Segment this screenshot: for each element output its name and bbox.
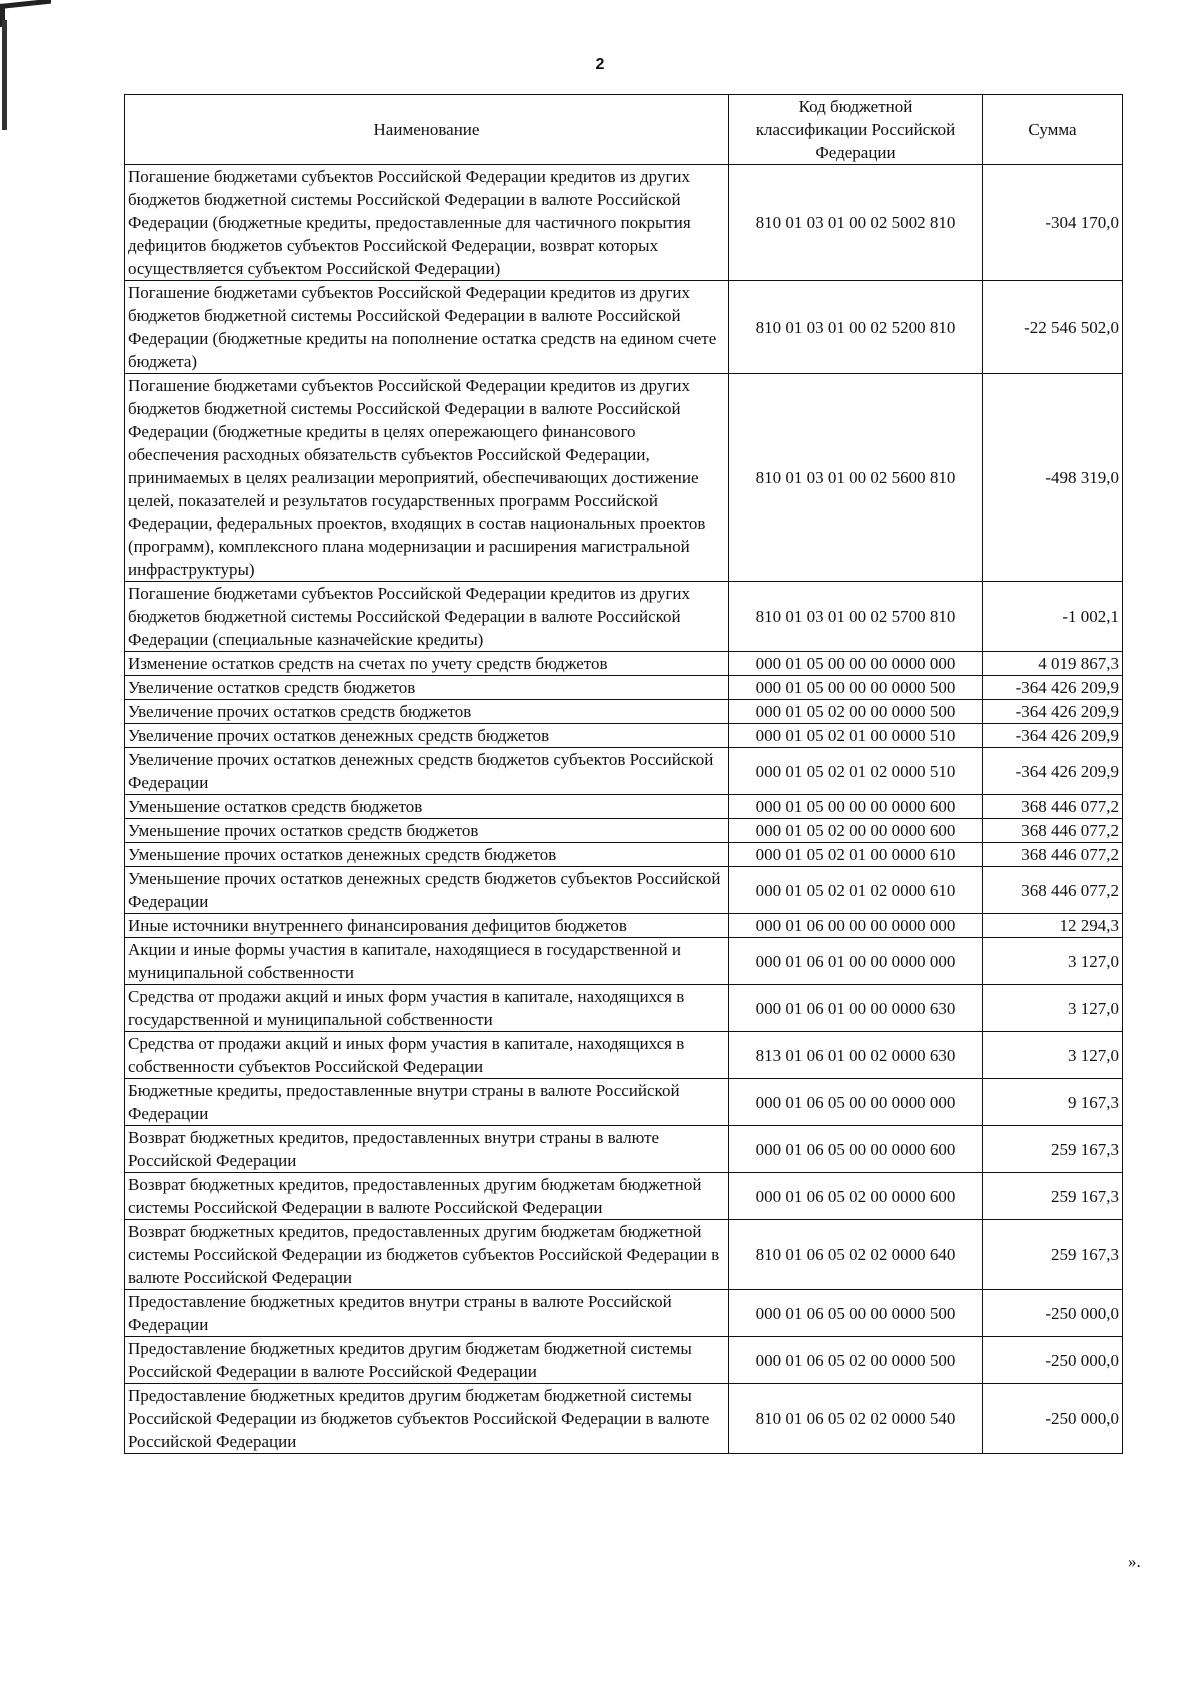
row-sum-cell: 3 127,0 [983,1032,1123,1079]
row-code-cell: 000 01 06 05 00 00 0000 600 [729,1126,983,1173]
row-code-cell: 000 01 06 01 00 00 0000 630 [729,985,983,1032]
row-name-cell: Погашение бюджетами субъектов Российской Федерации кредитов из других бюджетов бюджетной системы Российской Федерации в валюте Российской Федерации (бюджетные кредиты, предоставленные для частичного покрытия дефицитов бюджетов субъектов Российской Федерации, возврат которых осуществляется субъектом Российской Федерации) [125,165,729,281]
row-code-cell: 000 01 05 00 00 00 0000 500 [729,676,983,700]
row-sum-cell: 3 127,0 [983,985,1123,1032]
row-name-cell: Увеличение остатков средств бюджетов [125,676,729,700]
row-code-cell: 000 01 06 00 00 00 0000 000 [729,914,983,938]
row-name-cell: Уменьшение прочих остатков денежных средств бюджетов [125,843,729,867]
table-row [125,867,1123,914]
table-row [125,724,1123,748]
row-code-cell: 000 01 05 02 00 00 0000 500 [729,700,983,724]
row-sum-cell: 368 446 077,2 [983,867,1123,914]
table-row [125,748,1123,795]
row-name-cell: Предоставление бюджетных кредитов другим бюджетам бюджетной системы Российской Федерации в валюте Российской Федерации [125,1337,729,1384]
row-name-cell: Средства от продажи акций и иных форм участия в капитале, находящихся в собственности субъектов Российской Федерации [125,1032,729,1079]
table-row [125,843,1123,867]
row-name-cell: Увеличение прочих остатков средств бюджетов [125,700,729,724]
row-name-cell: Уменьшение прочих остатков денежных средств бюджетов субъектов Российской Федерации [125,867,729,914]
table-row [125,676,1123,700]
row-sum-cell: 259 167,3 [983,1173,1123,1220]
row-name-cell: Погашение бюджетами субъектов Российской Федерации кредитов из других бюджетов бюджетной системы Российской Федерации в валюте Российской Федерации (бюджетные кредиты на пополнение остатка средств на едином счете бюджета) [125,281,729,374]
row-code-cell: 000 01 05 02 01 02 0000 510 [729,748,983,795]
table-row [125,700,1123,724]
table-header-row [125,95,1123,165]
row-name-cell: Погашение бюджетами субъектов Российской Федерации кредитов из других бюджетов бюджетной системы Российской Федерации в валюте Российской Федерации (бюджетные кредиты в целях опережающего финансового обеспечения расходных обязательств субъектов Российской Федерации, принимаемых в целях реализации мероприятий, обеспечивающих достижение целей, показателей и результатов государственных программ Российской Федерации, федеральных проектов, входящих в состав национальных проектов (программ), комплексного плана модернизации и расширения магистральной инфраструктуры) [125,374,729,582]
row-sum-cell: -250 000,0 [983,1290,1123,1337]
table-row [125,1079,1123,1126]
row-code-cell: 813 01 06 01 00 02 0000 630 [729,1032,983,1079]
row-sum-cell: 368 446 077,2 [983,795,1123,819]
budget-sources-table [124,94,1123,1454]
row-code-cell: 000 01 05 00 00 00 0000 600 [729,795,983,819]
row-code-cell: 810 01 03 01 00 02 5600 810 [729,374,983,582]
table-row [125,1220,1123,1290]
row-name-cell: Уменьшение прочих остатков средств бюджетов [125,819,729,843]
row-name-cell: Уменьшение остатков средств бюджетов [125,795,729,819]
row-sum-cell: 3 127,0 [983,938,1123,985]
row-sum-cell: -498 319,0 [983,374,1123,582]
scan-corner-mark [0,0,51,27]
row-code-cell: 000 01 05 02 01 02 0000 610 [729,867,983,914]
scan-edge-mark [2,20,7,130]
closing-quote: ». [1128,1552,1141,1571]
row-name-cell: Погашение бюджетами субъектов Российской Федерации кредитов из других бюджетов бюджетной системы Российской Федерации в валюте Российской Федерации (специальные казначейские кредиты) [125,582,729,652]
row-code-cell: 000 01 05 02 01 00 0000 510 [729,724,983,748]
row-code-cell: 000 01 05 02 00 00 0000 600 [729,819,983,843]
row-name-cell: Возврат бюджетных кредитов, предоставленных другим бюджетам бюджетной системы Российской Федерации из бюджетов субъектов Российской Федерации в валюте Российской Федерации [125,1220,729,1290]
row-sum-cell: 12 294,3 [983,914,1123,938]
row-sum-cell: -250 000,0 [983,1384,1123,1454]
row-sum-cell: -22 546 502,0 [983,281,1123,374]
row-code-cell: 000 01 06 05 02 00 0000 500 [729,1337,983,1384]
row-name-cell: Возврат бюджетных кредитов, предоставленных другим бюджетам бюджетной системы Российской Федерации в валюте Российской Федерации [125,1173,729,1220]
row-name-cell: Предоставление бюджетных кредитов другим бюджетам бюджетной системы Российской Федерации из бюджетов субъектов Российской Федерации в валюте Российской Федерации [125,1384,729,1454]
row-sum-cell: -364 426 209,9 [983,700,1123,724]
table-row [125,374,1123,582]
row-code-cell: 000 01 06 01 00 00 0000 000 [729,938,983,985]
table-row [125,1290,1123,1337]
header-code: Код бюджетной классификации Российской Федерации [729,95,983,165]
row-sum-cell: -364 426 209,9 [983,748,1123,795]
row-code-cell: 810 01 03 01 00 02 5700 810 [729,582,983,652]
row-code-cell: 000 01 06 05 00 00 0000 500 [729,1290,983,1337]
header-name: Наименование [125,95,729,165]
row-code-cell: 810 01 03 01 00 02 5200 810 [729,281,983,374]
row-sum-cell: 259 167,3 [983,1126,1123,1173]
row-sum-cell: 259 167,3 [983,1220,1123,1290]
row-sum-cell: 9 167,3 [983,1079,1123,1126]
table-row [125,652,1123,676]
row-sum-cell: 4 019 867,3 [983,652,1123,676]
table-row [125,1173,1123,1220]
row-code-cell: 810 01 03 01 00 02 5002 810 [729,165,983,281]
row-name-cell: Увеличение прочих остатков денежных средств бюджетов [125,724,729,748]
table-row [125,1384,1123,1454]
table-row [125,582,1123,652]
table-row [125,795,1123,819]
row-code-cell: 000 01 05 00 00 00 0000 000 [729,652,983,676]
page-number: 2 [595,56,605,73]
row-code-cell: 810 01 06 05 02 02 0000 640 [729,1220,983,1290]
row-sum-cell: -364 426 209,9 [983,724,1123,748]
row-name-cell: Бюджетные кредиты, предоставленные внутри страны в валюте Российской Федерации [125,1079,729,1126]
header-sum: Сумма [983,95,1123,165]
row-sum-cell: -304 170,0 [983,165,1123,281]
row-name-cell: Акции и иные формы участия в капитале, находящиеся в государственной и муниципальной собственности [125,938,729,985]
row-sum-cell: 368 446 077,2 [983,843,1123,867]
table-row [125,985,1123,1032]
table-row [125,281,1123,374]
table-row [125,1032,1123,1079]
row-code-cell: 000 01 06 05 00 00 0000 000 [729,1079,983,1126]
table-row [125,1126,1123,1173]
row-name-cell: Предоставление бюджетных кредитов внутри страны в валюте Российской Федерации [125,1290,729,1337]
row-name-cell: Изменение остатков средств на счетах по учету средств бюджетов [125,652,729,676]
row-sum-cell: -250 000,0 [983,1337,1123,1384]
row-sum-cell: -364 426 209,9 [983,676,1123,700]
row-code-cell: 000 01 05 02 01 00 0000 610 [729,843,983,867]
row-code-cell: 000 01 06 05 02 00 0000 600 [729,1173,983,1220]
table-row [125,1337,1123,1384]
table-row [125,165,1123,281]
row-name-cell: Возврат бюджетных кредитов, предоставленных внутри страны в валюте Российской Федерации [125,1126,729,1173]
row-name-cell: Средства от продажи акций и иных форм участия в капитале, находящихся в государственной и муниципальной собственности [125,985,729,1032]
table-row [125,938,1123,985]
table-row [125,819,1123,843]
row-code-cell: 810 01 06 05 02 02 0000 540 [729,1384,983,1454]
row-sum-cell: 368 446 077,2 [983,819,1123,843]
row-sum-cell: -1 002,1 [983,582,1123,652]
row-name-cell: Увеличение прочих остатков денежных средств бюджетов субъектов Российской Федерации [125,748,729,795]
row-name-cell: Иные источники внутреннего финансирования дефицитов бюджетов [125,914,729,938]
table-row [125,914,1123,938]
